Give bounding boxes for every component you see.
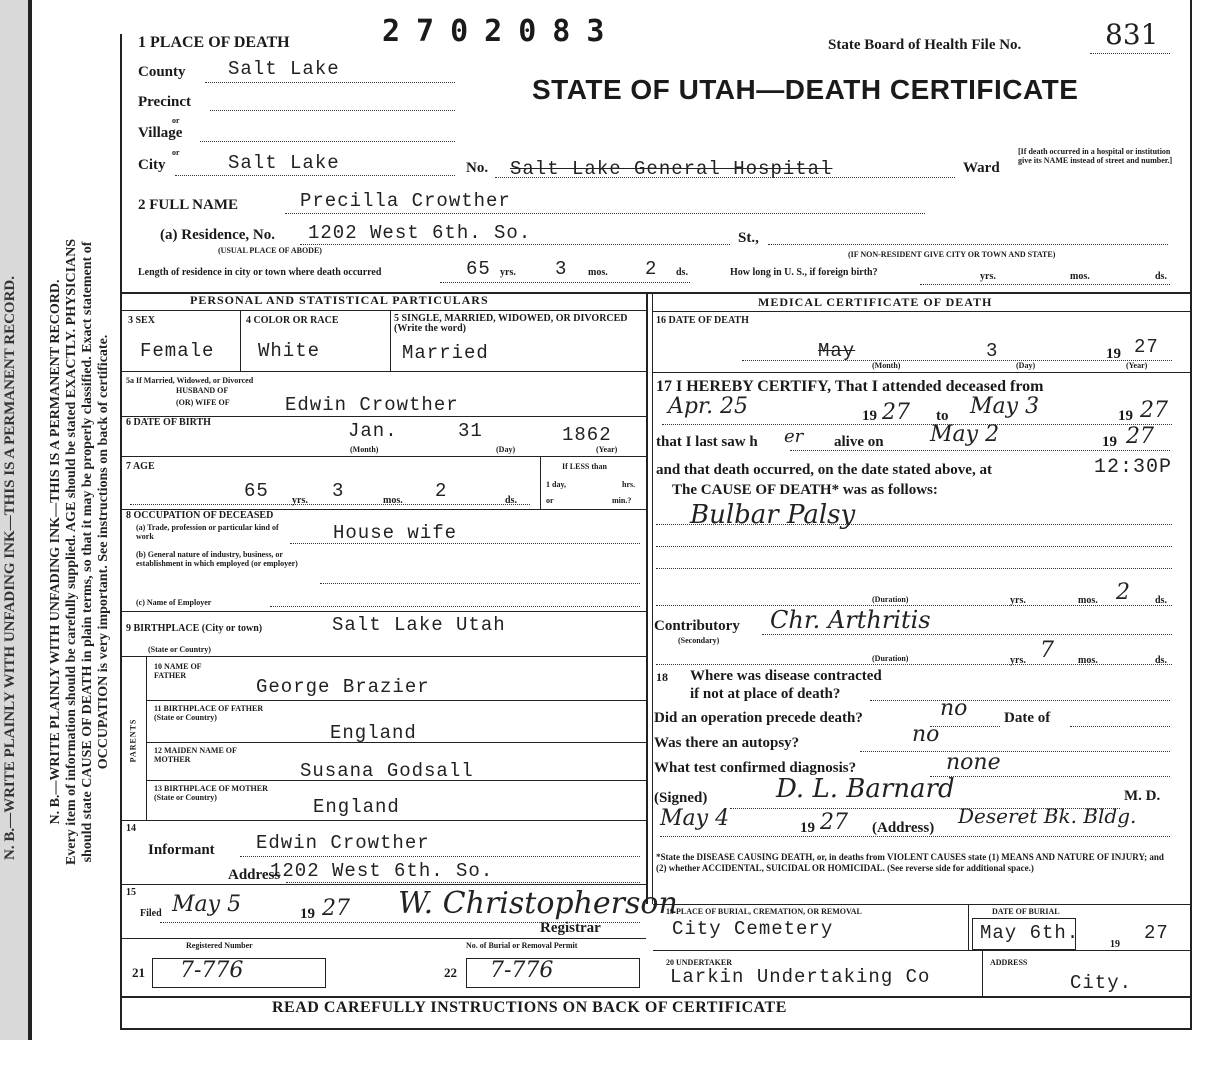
spouse-label-c: (OR) WIFE OF	[176, 398, 230, 407]
attended-from: Apr. 25	[668, 394, 749, 419]
burial-date-label: DATE OF BURIAL	[992, 907, 1060, 916]
mos-unit: mos.	[1070, 271, 1090, 282]
test-label: What test confirmed diagnosis?	[654, 760, 857, 776]
full-name-label: 2 FULL NAME	[138, 197, 239, 213]
file-number: 831	[1105, 18, 1159, 51]
duration-caption: (Duration)	[872, 654, 909, 663]
yrs-unit: yrs.	[1010, 655, 1026, 666]
century-text: 19	[1118, 408, 1133, 424]
spouse-label-a: 5a If Married, Widowed, or Divorced	[126, 376, 254, 385]
cause-footnote: *State the DISEASE CAUSING DEATH, or, in deaths from VIOLENT CAUSES state (1) MEANS AND NATURE OF INJURY; and (2) whether ACCIDENTAL, SUICIDAL OR HOMICIDAL. (See reverse side for additional space.)	[656, 852, 1164, 873]
margin-instructions	[48, 32, 112, 1072]
undertaker-address-label: ADDRESS	[990, 958, 1028, 967]
day-caption: (Day)	[496, 445, 516, 454]
margin-line-1: Every item of information should be carefully supplied. AGE should be stated EXACTLY. PHYSICIANS	[64, 238, 79, 866]
registered-number: 7-776	[180, 958, 244, 983]
sex-label: 3 SEX	[128, 315, 155, 326]
death-occurred-text: and that death occurred, on the date stated above, at	[656, 462, 992, 478]
permit-number: 7-776	[490, 958, 554, 983]
hrs-unit: hrs.	[622, 480, 636, 489]
city-label: City	[138, 157, 166, 173]
yrs-unit: yrs.	[980, 271, 996, 282]
dob-month: Jan.	[348, 420, 398, 442]
date-of-death-label: 16 DATE OF DEATH	[656, 315, 749, 326]
margin-notice: N. B.—WRITE PLAINLY WITH UNFADING INK—THIS IS A PERMANENT RECORD.	[2, 276, 18, 860]
q18-line-a: Where was disease contracted	[690, 668, 882, 684]
county-value: Salt Lake	[228, 58, 340, 80]
physician-address-label: (Address)	[872, 820, 935, 836]
death-month: May	[818, 340, 856, 362]
ds-unit: ds.	[1155, 271, 1167, 282]
birthplace-label: 9 BIRTHPLACE (City or town)	[126, 623, 263, 634]
color-label: 4 COLOR OR RACE	[246, 315, 339, 326]
last-seen-date: May 2	[930, 422, 1000, 447]
min-unit: min.?	[612, 496, 632, 505]
residence-value: 1202 West 6th. So.	[308, 222, 532, 244]
mos-unit: mos.	[588, 267, 608, 278]
length-months: 3	[555, 258, 568, 280]
to-text: to	[936, 408, 949, 424]
full-name-value: Precilla Crowther	[300, 190, 511, 212]
day-caption: (Day)	[1016, 361, 1036, 370]
informant-number: 14	[126, 823, 136, 834]
permit-box-number: 22	[444, 965, 457, 980]
certificate-title: STATE OF UTAH—DEATH CERTIFICATE	[532, 74, 1079, 105]
personal-header: PERSONAL AND STATISTICAL PARTICULARS	[190, 293, 489, 307]
city-value: Salt Lake	[228, 152, 340, 174]
state-country-caption: (State or Country)	[148, 645, 211, 654]
attended-to-year: 27	[1140, 398, 1168, 423]
autopsy-value: no	[912, 722, 940, 747]
hospital-value: Salt Lake General Hospital	[510, 158, 833, 180]
occupation-a-label: (a) Trade, profession or particular kind of work	[136, 523, 279, 541]
father-label: 10 NAME OF FATHER	[154, 662, 202, 680]
year-caption: (Year)	[596, 445, 618, 454]
informant-label: Informant	[148, 842, 215, 858]
margin-line-2: should state CAUSE OF DEATH in plain terms, so that it may be properly classified. Exact statement of	[80, 241, 95, 863]
or-text: or	[546, 496, 554, 505]
year-caption: (Year)	[1126, 361, 1148, 370]
dob-year: 1862	[562, 424, 612, 446]
operation-value: no	[940, 696, 968, 721]
length-years: 65	[466, 258, 491, 280]
reg-box-number: 21	[132, 965, 145, 980]
us-residence-label: How long in U. S., if foreign birth?	[730, 267, 878, 278]
registered-number-label: Registered Number	[186, 941, 253, 950]
spouse-label-b: HUSBAND OF	[176, 386, 229, 395]
last-saw-pronoun: er	[784, 426, 804, 447]
ds-unit: ds.	[676, 267, 688, 278]
month-caption: (Month)	[350, 445, 379, 454]
physician-signature: D. L. Barnard	[776, 774, 955, 804]
ds-unit: ds.	[1155, 655, 1167, 666]
informant-value: Edwin Crowther	[256, 832, 430, 854]
cause-of-death: Bulbar Palsy	[690, 500, 856, 530]
binding-edge	[28, 0, 32, 1040]
burial-place: City Cemetery	[672, 918, 834, 940]
ward-note: [If death occurred in a hospital or institution give its NAME instead of street and number.]	[1018, 147, 1173, 165]
ward-label: Ward	[963, 160, 1000, 176]
mother-birthplace-label: 13 BIRTHPLACE OF MOTHER (State or Country)	[154, 784, 268, 802]
one-day-label: 1 day,	[546, 480, 567, 489]
death-year: 27	[1134, 336, 1159, 358]
physician-address: Deseret Bk. Bldg.	[958, 804, 1137, 828]
marital-label: 5 SINGLE, MARRIED, WIDOWED, OR DIVORCED (Write the word)	[394, 313, 628, 334]
filed-year: 27	[322, 896, 350, 921]
occupation-value: House wife	[333, 522, 458, 544]
contributory-label: Contributory	[654, 618, 740, 634]
marital-value: Married	[402, 342, 489, 364]
age-label: 7 AGE	[126, 461, 155, 472]
last-saw-text: that I last saw h	[656, 434, 758, 450]
duration-caption: (Duration)	[872, 595, 909, 604]
ds-unit: ds.	[505, 495, 517, 506]
informant-address-label: Address	[228, 867, 281, 883]
informant-address-value: 1202 West 6th. So.	[270, 860, 494, 882]
burial-place-label: 19 PLACE OF BURIAL, CREMATION, OR REMOVAL	[666, 907, 862, 916]
century-text: 19	[862, 408, 877, 424]
color-value: White	[258, 340, 321, 362]
filed-date: May 5	[172, 892, 242, 917]
autopsy-label: Was there an autopsy?	[654, 735, 800, 751]
date-of-label: Date of	[1004, 710, 1051, 726]
ds-unit: ds.	[1155, 595, 1167, 606]
signed-year: 27	[820, 810, 848, 835]
father-value: George Brazier	[256, 676, 430, 698]
mother-label: 12 MAIDEN NAME OF MOTHER	[154, 746, 237, 764]
age-months: 3	[332, 480, 345, 502]
attended-from-year: 27	[882, 400, 910, 425]
contributory-cause: Chr. Arthritis	[770, 606, 931, 634]
century-text: 19	[800, 820, 815, 836]
employer-label: (c) Name of Employer	[136, 598, 212, 607]
footer-instructions: READ CAREFULLY INSTRUCTIONS ON BACK OF CERTIFICATE	[272, 999, 787, 1016]
age-days: 2	[435, 480, 448, 502]
yrs-unit: yrs.	[1010, 595, 1026, 606]
length-days: 2	[645, 258, 658, 280]
death-day: 3	[986, 340, 999, 362]
burial-date: May 6th.	[980, 922, 1080, 944]
secondary-caption: (Secondary)	[678, 636, 720, 645]
dob-day: 31	[458, 420, 483, 442]
burial-year: 27	[1144, 922, 1169, 944]
or-text: or	[172, 116, 180, 125]
signed-date: May 4	[660, 806, 730, 831]
signed-label: (Signed)	[654, 790, 708, 806]
last-seen-year: 27	[1126, 424, 1154, 449]
occupation-label: 8 OCCUPATION OF DECEASED	[126, 510, 274, 521]
yrs-unit: yrs.	[292, 495, 308, 506]
q18-line-b: if not at place of death?	[690, 686, 841, 702]
street-label: St.,	[738, 230, 759, 246]
death-time: 12:30P	[1094, 456, 1173, 479]
file-number-label: State Board of Health File No.	[828, 37, 1022, 53]
certify-text: 17 I HEREBY CERTIFY, That I attended deceased from	[656, 378, 1044, 395]
mos-unit: mos.	[1078, 595, 1098, 606]
occupation-b-label: (b) General nature of industry, business, or establishment in which employed (or employer)	[136, 550, 298, 568]
death-century: 19	[1106, 346, 1121, 362]
parents-label: PARENTS	[128, 718, 138, 763]
alive-on-text: alive on	[834, 434, 884, 450]
permit-label: No. of Burial or Removal Permit	[466, 941, 578, 950]
birthplace-value: Salt Lake Utah	[332, 614, 506, 636]
mos-unit: mos.	[383, 495, 403, 506]
contributory-duration-years: 7	[1040, 638, 1054, 663]
precinct-label: Precinct	[138, 94, 192, 110]
undertaker-label: 20 UNDERTAKER	[666, 958, 733, 967]
registrar-label: Registrar	[540, 920, 601, 936]
hospital-no-label: No.	[466, 160, 489, 176]
yrs-unit: yrs.	[500, 267, 516, 278]
operation-label: Did an operation precede death?	[654, 710, 863, 726]
mos-unit: mos.	[1078, 655, 1098, 666]
cause-duration-months: 2	[1116, 580, 1130, 605]
county-label: County	[138, 64, 186, 80]
residence-label: (a) Residence, No.	[160, 227, 275, 243]
father-birthplace-value: England	[330, 722, 417, 744]
filed-number: 15	[126, 887, 136, 898]
test-value: none	[946, 750, 1001, 775]
medical-header: MEDICAL CERTIFICATE OF DEATH	[758, 295, 993, 309]
or-text: or	[172, 148, 180, 157]
century-text: 19	[1110, 939, 1120, 950]
margin-line-3: OCCUPATION is very important. See instructions on back of certificate.	[96, 334, 111, 770]
age-years: 65	[244, 480, 269, 502]
spouse-value: Edwin Crowther	[285, 394, 459, 416]
cause-label: The CAUSE OF DEATH* was as follows:	[672, 482, 938, 498]
village-label: Village	[138, 125, 183, 141]
filed-label: Filed	[140, 908, 162, 919]
registrar-signature: W. Christopherson	[398, 886, 678, 921]
dob-label: 6 DATE OF BIRTH	[126, 417, 211, 428]
usual-abode: (USUAL PLACE OF ABODE)	[218, 246, 322, 255]
margin-outer-repeat: N. B.—WRITE PLAINLY WITH UNFADING INK—THIS IS A PERMANENT RECORD.	[48, 279, 63, 825]
less-than-label: If LESS than	[562, 462, 607, 471]
century-text: 19	[1102, 434, 1117, 450]
mother-value: Susana Godsall	[300, 760, 474, 782]
mother-birthplace-value: England	[313, 796, 400, 818]
filed-century: 19	[300, 906, 315, 922]
length-residence-label: Length of residence in city or town where death occurred	[138, 267, 382, 278]
md-label: M. D.	[1124, 788, 1161, 804]
undertaker-address: City.	[1070, 972, 1133, 994]
sex-value: Female	[140, 340, 215, 362]
place-of-death-label: 1 PLACE OF DEATH	[138, 34, 290, 51]
nonresident-note: (IF NON-RESIDENT GIVE CITY OR TOWN AND STATE)	[848, 250, 1056, 259]
undertaker-name: Larkin Undertaking Co	[670, 966, 931, 988]
attended-to: May 3	[970, 394, 1040, 419]
certificate-number: 2702083	[382, 14, 621, 49]
month-caption: (Month)	[872, 361, 901, 370]
father-birthplace-label: 11 BIRTHPLACE OF FATHER (State or Country)	[154, 704, 264, 722]
q18-number: 18	[656, 670, 668, 684]
